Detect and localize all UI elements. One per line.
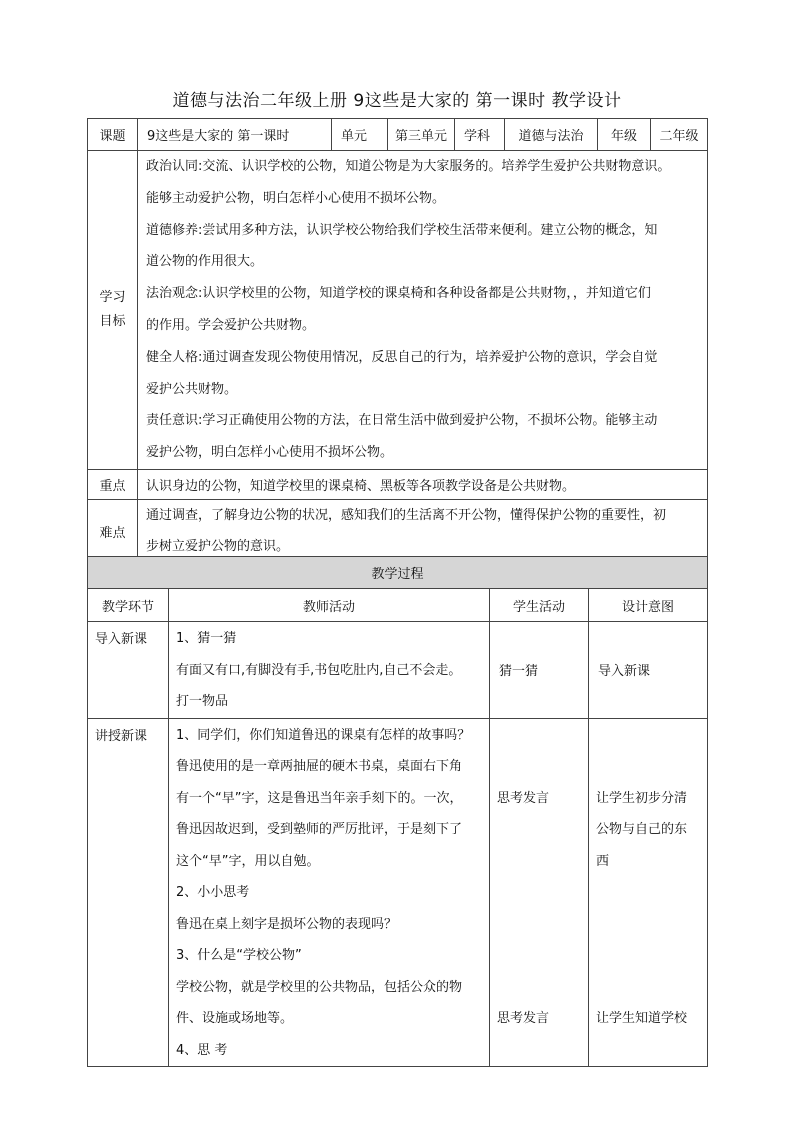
intro-student: 猜一猜 xyxy=(490,622,589,719)
difficulty-label: 难点 xyxy=(88,499,138,563)
topic-label: 课题 xyxy=(88,119,138,151)
teaching-process-table xyxy=(87,556,708,1067)
lesson-intent xyxy=(589,718,708,1067)
student-activity-2: 思考发言 xyxy=(497,1011,550,1026)
intro-teacher: 1、猜一猜 有面又有口,有脚没有手,书包吃肚内,自己不会走。 打一物品 xyxy=(169,622,490,719)
goal-line: 责任意识:学习正确使用公物的方法，在日常生活中做到爱护公物，不损坏公物。能够主动 xyxy=(146,413,658,429)
student-activity-1: 思考发言 xyxy=(497,790,550,806)
intent-line: 西 xyxy=(596,853,610,869)
intro-stage: 导入新课 xyxy=(88,622,169,719)
lesson-student xyxy=(490,718,589,1067)
lesson-info-table xyxy=(87,118,708,564)
lesson-teacher: 1、同学们，你们知道鲁迅的课桌有怎样的故事吗？ 鲁迅使用的是一章两抽屉的硬木书桌，桌面右下角 有一个“早”字，这是鲁迅当年亲手刻下的。一次， 鲁迅因故迟到，受到塾师的严厉批评，于是刻下了 这个“早”字，用以自勉。 2、小小思考 鲁迅在桌上刻字是损坏公物的表现吗？ 3、什么是“学校公物” 学校公物，就是学校里的公共物品，包括公众的物 件、设施或场地等。 4、思 考 xyxy=(169,718,490,1067)
intent-line: 让学生初步分清 xyxy=(596,790,688,806)
goal-line: 法治观念:认识学校里的公物，知道学校的课桌椅和各种设备都是公共财物，，并知道它们 xyxy=(146,286,651,302)
intro-row xyxy=(88,622,708,719)
key-point-text: 认识身边的公物，知道学校里的课桌椅、黑板等各项教学设备是公共财物。 xyxy=(138,469,708,499)
goal-line: 道德修养:尝试用多种方法，认识学校公物给我们学校生活带来便利。建立公物的概念，知 xyxy=(146,222,658,238)
goals-text xyxy=(138,151,708,470)
header-stage: 教学环节 xyxy=(88,589,169,622)
key-point-label: 重点 xyxy=(88,469,138,499)
info-row xyxy=(88,119,708,151)
subject-value: 道德与法治 xyxy=(505,119,598,151)
subject-label: 学科 xyxy=(455,119,505,151)
difficulty-text: 通过调查，了解身边公物的状况，感知我们的生活离不开公物，懂得保护公物的重要性，初 步树立爱护公物的意识。 xyxy=(138,499,708,563)
unit-label: 单元 xyxy=(332,119,388,151)
unit-value: 第三单元 xyxy=(388,119,455,151)
lesson-row xyxy=(88,718,708,1067)
goal-line: 政治认同:交流、认识学校的公物，知道公物是为大家服务的。培养学生爱护公共财物意识。 xyxy=(146,159,671,174)
goal-line: 道公物的作用很大。 xyxy=(146,254,264,270)
key-point-row xyxy=(88,469,708,499)
goal-line: 能够主动爱护公物，明白怎样小心使用不损坏公物。 xyxy=(146,190,446,206)
grade-value: 二年级 xyxy=(651,119,708,151)
topic-value: 9这些是大家的 第一课时 xyxy=(138,119,332,151)
goal-line: 爱护公物，明白怎样小心使用不损坏公物。 xyxy=(146,445,394,461)
header-teacher: 教师活动 xyxy=(169,589,490,622)
goals-label: 学习 目标 xyxy=(88,151,138,470)
process-header-row xyxy=(88,589,708,622)
process-banner-row xyxy=(88,557,708,589)
difficulty-row xyxy=(88,499,708,563)
intro-intent: 导入新课 xyxy=(589,622,708,719)
header-student: 学生活动 xyxy=(490,589,589,622)
goal-line: 爱护公共财物。 xyxy=(146,381,238,397)
process-banner: 教学过程 xyxy=(88,557,708,589)
goal-line: 的作用。学会爱护公共财物。 xyxy=(146,317,316,333)
page-title: 道德与法治二年级上册 9这些是大家的 第一课时 教学设计 xyxy=(172,91,622,111)
intent-line-2: 让学生知道学校 xyxy=(596,1011,688,1026)
header-intent: 设计意图 xyxy=(589,589,708,622)
goal-line: 健全人格:通过调查发现公物使用情况，反思自己的行为，培养爱护公物的意识，学会自觉 xyxy=(146,349,658,365)
lesson-stage: 讲授新课 xyxy=(88,718,169,1067)
grade-label: 年级 xyxy=(598,119,651,151)
intent-line: 公物与自己的东 xyxy=(596,822,688,837)
goals-row xyxy=(88,151,708,470)
